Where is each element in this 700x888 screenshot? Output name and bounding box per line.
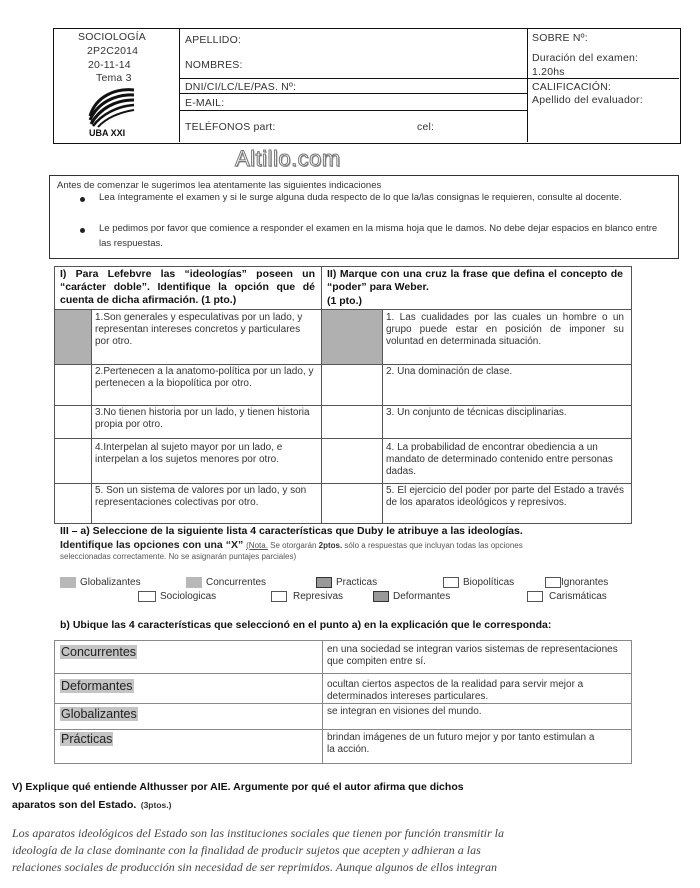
q2-title: II) Marque con una cruz la frase que defina el concepto de “poder” para Weber. bbox=[327, 268, 623, 293]
bullet-icon bbox=[80, 228, 85, 233]
exam-tema: Tema 3 bbox=[96, 72, 132, 84]
label-dni: DNI/CI/LC/LE/PAS. Nº: bbox=[185, 81, 297, 93]
header-divider bbox=[179, 78, 527, 79]
course-name: SOCIOLOGÍA bbox=[78, 31, 146, 43]
q5-title-2-line bbox=[12, 795, 171, 813]
q3-title-a: III – a) Seleccione de la siguiente lista 4 características que Duby le atribuye a las ideologías. bbox=[60, 525, 523, 537]
header-divider bbox=[179, 110, 527, 111]
label-cel: cel: bbox=[417, 121, 435, 133]
q2-option: 1. Las cualidades por las cuales un hombre o un grupo puede estar en posición de imponer su voluntad en determinada situación. bbox=[386, 312, 624, 347]
match-text: en una sociedad se integran varios sistemas de representaciones que compiten entre sí. bbox=[327, 644, 618, 667]
q2-option: 3. Un conjunto de técnicas disciplinarias. bbox=[386, 407, 567, 418]
q1-option: 5. Son un sistema de valores por un lado, y son representaciones colectivas por otro. bbox=[95, 485, 307, 508]
header-divider bbox=[527, 28, 528, 142]
answer-line: Los aparatos ideológicos del Estado son las instituciones sociales que tienen por función transmitir la bbox=[12, 826, 504, 840]
watermark: Altillo.com bbox=[235, 146, 341, 171]
q3-title-b-line bbox=[60, 539, 523, 551]
checkbox-concurrentes[interactable]: Concurrentes bbox=[186, 577, 266, 589]
q2-points: (1 pto.) bbox=[327, 295, 362, 307]
selected-answer-mark[interactable] bbox=[55, 310, 91, 364]
table-divider bbox=[54, 703, 631, 704]
exam-date: 20-11-14 bbox=[88, 59, 131, 71]
table-divider bbox=[54, 673, 631, 674]
label-sobre: SOBRE Nº: bbox=[532, 32, 588, 44]
instruction-item: Lea íntegramente el examen y si le surge alguna duda respecto de lo que la/las consignas le requieren, consulte al docente. bbox=[99, 192, 622, 203]
label-telefonos: TELÉFONOS part: bbox=[185, 121, 276, 133]
note-text-2: seleccionadas correctamente. No se asignarán puntajes parciales) bbox=[60, 552, 297, 561]
course-code: 2P2C2014 bbox=[87, 45, 139, 57]
checkbox-deformantes[interactable]: Deformantes bbox=[373, 591, 450, 603]
table-divider bbox=[54, 405, 631, 406]
label-apellido: APELLIDO: bbox=[185, 34, 242, 46]
answer-line: ideología de la clase dominante con la finalidad de producir sujetos que acepten y adhieran a las bbox=[12, 843, 481, 857]
logo-text: UBA XXI bbox=[89, 128, 126, 138]
match-label[interactable]: Deformantes bbox=[61, 679, 133, 693]
header-divider bbox=[527, 78, 679, 79]
label-email: E-MAIL: bbox=[185, 97, 225, 109]
note-text: sólo a respuestas que incluyan todas las opciones bbox=[342, 541, 523, 550]
q2-option: 2. Una dominación de clase. bbox=[386, 366, 513, 377]
table-divider bbox=[91, 309, 92, 523]
bullet-icon bbox=[80, 197, 85, 202]
label-calificacion: CALIFICACIÓN: bbox=[532, 81, 612, 93]
q1-option: 1.Son generales y especulativas por un lado, y representan intereses concretos y particulares por otro. bbox=[95, 312, 303, 347]
checkbox-practicas[interactable]: Practicas bbox=[316, 577, 377, 589]
label-nombres: NOMBRES: bbox=[185, 59, 243, 71]
match-label[interactable]: Globalizantes bbox=[61, 707, 137, 721]
checkbox-globalizantes[interactable]: Globalizantes bbox=[60, 577, 141, 589]
q1-title: I) Para Lefebvre las “ideologías” poseen un “carácter doble”. Identifique la opción que dé cuenta de dicha afirmación. (1 pto.) bbox=[60, 268, 315, 306]
header-divider bbox=[179, 28, 180, 142]
uba-logo bbox=[86, 86, 138, 138]
q5-title-1: V) Explique qué entiende Althusser por AIE. Argumente por qué el autor afirma que dichos bbox=[12, 781, 464, 793]
table-divider bbox=[54, 438, 631, 439]
match-text: ocultan ciertos aspectos de la realidad para servir mejor a determinados intereses particulares. bbox=[327, 679, 584, 702]
q2-option: 4. La probabilidad de encontrar obediencia a un mandato de determinado contenido entre personas dadas. bbox=[386, 442, 613, 477]
header-divider bbox=[179, 93, 527, 94]
note-points: 2ptos. bbox=[318, 541, 343, 550]
selected-answer-mark[interactable] bbox=[322, 310, 382, 364]
note-text: Se otorgarán bbox=[267, 541, 319, 550]
q5-points: (3ptos.) bbox=[140, 800, 172, 810]
q3-part-b-title: b) Ubique las 4 características que seleccionó en el punto a) en la explicación que le corresponda: bbox=[60, 619, 552, 631]
duracion-value: 1.20hs bbox=[532, 66, 565, 78]
checkbox-sociologicas[interactable]: Sociologicas bbox=[138, 591, 216, 603]
match-label[interactable]: Prácticas bbox=[61, 732, 113, 746]
table-divider bbox=[322, 640, 323, 763]
match-label[interactable]: Concurrentes bbox=[61, 645, 137, 659]
match-text: brindan imágenes de un futuro mejor y por tanto estimulan a la acción. bbox=[327, 732, 595, 755]
table-divider bbox=[382, 309, 383, 523]
q5-title-2: aparatos son del Estado. bbox=[12, 799, 137, 811]
checkbox-represivas[interactable]: Represivas bbox=[271, 591, 343, 603]
table-divider bbox=[54, 364, 631, 365]
q1-option: 3.No tienen historia por un lado, y tienen historia propia por otro. bbox=[95, 407, 310, 430]
q3-title-b: Identifique las opciones con una “X” bbox=[60, 539, 244, 551]
note-label: (Nota. bbox=[246, 541, 268, 550]
q2-option: 5. El ejercicio del poder por parte del Estado a través de los aparatos ideológicos y represivos. bbox=[386, 485, 624, 508]
instruction-item: Le pedimos por favor que comience a responder el examen en la misma hoja que le damos. No debe dejar espacios en blanco entre las respuestas. bbox=[99, 223, 658, 249]
checkbox-ignorantes[interactable]: Ignorantes bbox=[545, 577, 608, 589]
table-divider bbox=[54, 483, 631, 484]
instructions-intro: Antes de comenzar le sugerimos lea atentamente las siguientes indicaciones bbox=[57, 180, 382, 191]
match-text: se integran en visiones del mundo. bbox=[327, 706, 482, 717]
checkbox-carismaticas[interactable]: Carismáticas bbox=[527, 591, 607, 603]
table-divider bbox=[321, 266, 322, 523]
checkbox-biopoliticas[interactable]: Biopolíticas bbox=[443, 577, 514, 589]
q1-option: 4.Interpelan al sujeto mayor por un lado, e interpelan a los sujetos menores por otro. bbox=[95, 442, 283, 465]
label-duracion: Duración del examen: bbox=[532, 52, 639, 64]
q1-option: 2.Pertenecen a la anatomo-política por un lado, y pertenecen a la biopolítica por otro. bbox=[95, 366, 314, 389]
answer-line: relaciones sociales de producción sin necesidad de ser reprimidos. Aunque algunos de ellos integran bbox=[12, 860, 498, 874]
table-divider bbox=[54, 729, 631, 730]
label-evaluador: Apellido del evaluador: bbox=[532, 94, 643, 106]
